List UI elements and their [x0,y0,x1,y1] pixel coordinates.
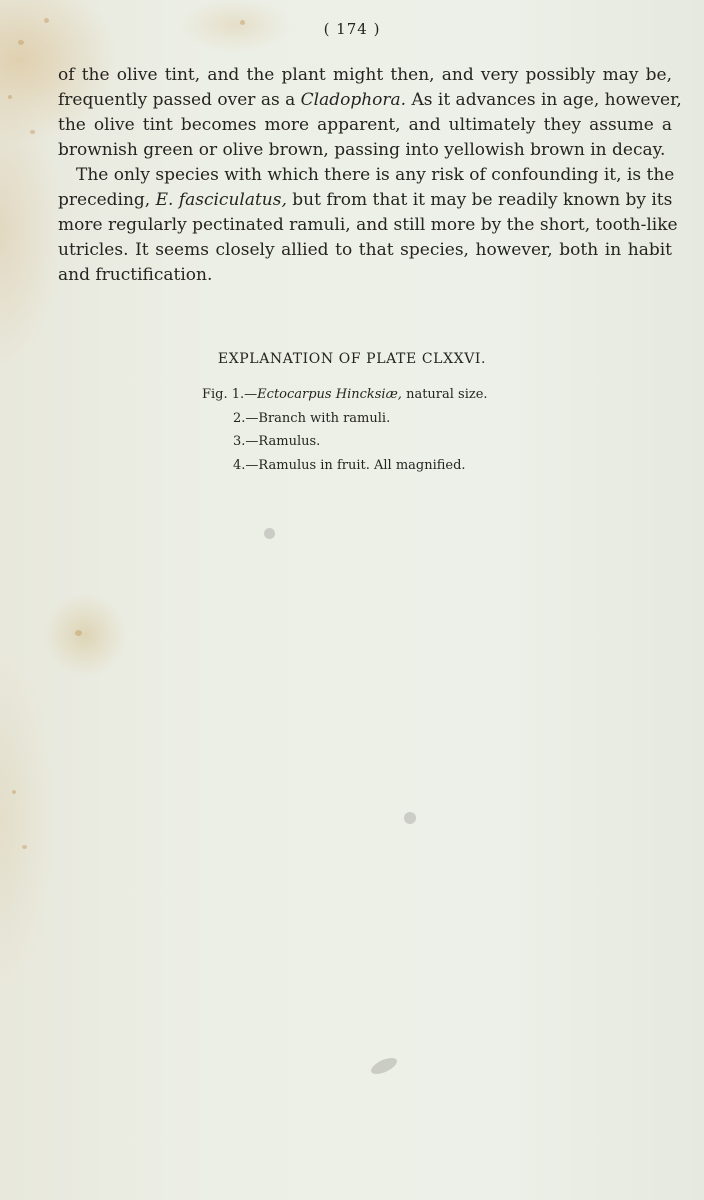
ink-spot [264,528,275,539]
foxing-stain [18,40,24,45]
paragraph [58,163,678,288]
text-line: frequently passed over as a Cladophora. As it advances in age, however, [58,90,682,110]
text-line: utricles. It seems closely allied to that species, however, both in habit [58,240,672,260]
ink-spot [369,1055,399,1078]
figure-item: Fig. 1.—Ectocarpus Hincksiæ, natural size. [202,387,488,402]
foxing-stain [22,845,27,849]
plate-heading: EXPLANATION OF PLATE CLXXVI. [217,351,487,367]
figure-item: 2.—Branch with ramuli. [233,410,391,426]
text-line: more regularly pectinated ramuli, and still more by the short, tooth-like [58,215,678,235]
foxing-stain [75,630,82,636]
body-text [58,63,682,288]
foxing-stain [8,95,12,99]
foxing-stain [30,130,35,134]
figure-species: Ectocarpus Hincksiæ, [257,387,402,402]
text-line: the olive tint becomes more apparent, and ultimately they assume a [58,115,672,135]
text-line: The only species with which there is any risk of confounding it, is the [76,165,675,185]
ink-spot [404,812,416,824]
text-line: of the olive tint, and the plant might then, and very possibly may be, [58,65,672,85]
genus-name: Cladophora. [300,90,407,110]
species-name: E. fasciculatus, [155,190,287,210]
page-number: ( 174 ) [323,20,381,38]
text-line: preceding, E. fasciculatus, but from that it may be readily known by its [58,190,673,210]
paragraph [58,63,682,163]
figure-list [202,383,488,477]
figure-item: 4.—Ramulus in fruit. All magnified. [233,457,466,473]
foxing-stain [12,790,16,794]
figure-item: 3.—Ramulus. [233,434,321,449]
text-line: and fructification. [58,265,213,285]
text-line: brownish green or olive brown, passing into yellowish brown in decay. [58,140,666,160]
